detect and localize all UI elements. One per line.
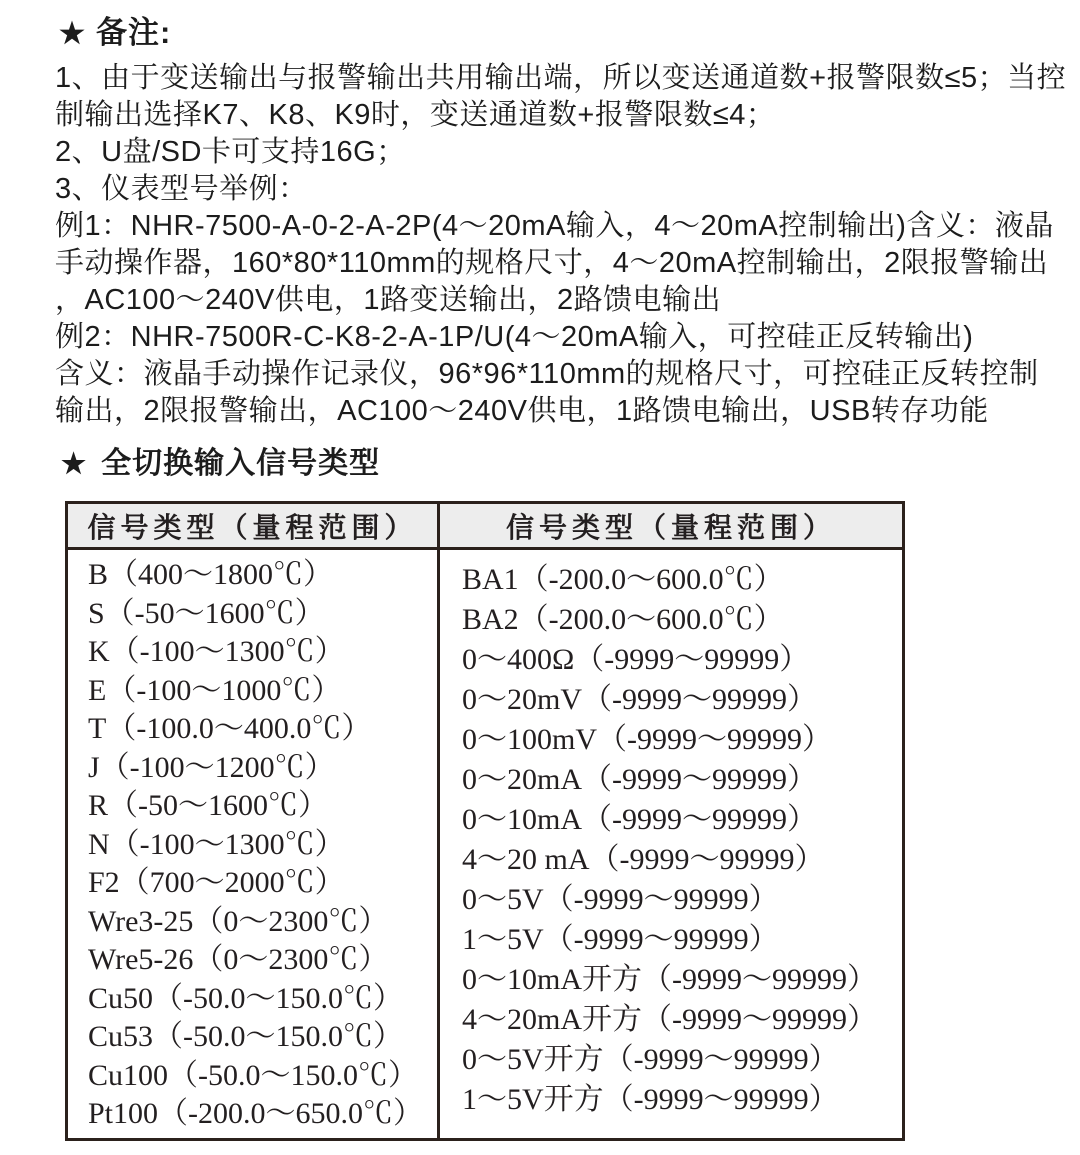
note-line: 1、由于变送输出与报警输出共用输出端，所以变送通道数+报警限数≤5；当控: [55, 62, 1067, 94]
signal-list-right: [439, 549, 904, 1140]
signal-range-item: Cu53（-50.0～150.0℃）: [88, 1020, 403, 1053]
signal-range-item: BA2（-200.0～600.0℃）: [462, 603, 784, 636]
signal-section-title: [61, 447, 1080, 481]
signal-range-item: 4～20mA开方（-9999～99999）: [462, 1003, 877, 1036]
signal-list-left: [67, 549, 439, 1140]
signal-range-item: Cu100（-50.0～150.0℃）: [88, 1058, 418, 1092]
signal-range-item: 4～20 mA（-9999～99999）: [462, 843, 825, 876]
signal-table: [65, 501, 905, 1141]
signal-range-item: T（-100.0～400.0℃）: [88, 712, 372, 745]
signal-range-item: 0～10mA开方（-9999～99999）: [462, 963, 877, 996]
note-line: 含义：液晶手动操作记录仪，96*96*110mm的规格尺寸，可控硅正反转控制: [55, 358, 1039, 390]
note-line: 3、仪表型号举例：: [55, 173, 308, 205]
signal-range-item: Cu50（-50.0～150.0℃）: [88, 981, 403, 1015]
signal-range-item: F2（700～2000℃）: [88, 866, 345, 899]
signal-range-item: J（-100～1200℃）: [88, 750, 335, 784]
signal-table-body-row: [67, 549, 904, 1140]
note-line: 制输出选择K7、K8、K9时，变送通道数+报警限数≤4；: [55, 99, 776, 131]
signal-range-item: Wre5-26（0～2300℃）: [88, 943, 389, 976]
star-icon: ★: [61, 448, 88, 479]
signal-range-item: Wre3-25（0～2300℃）: [88, 904, 389, 938]
notes-title-text: 备注:: [96, 15, 172, 50]
signal-range-item: E（-100～1000℃）: [88, 673, 342, 707]
notes-title: [59, 16, 1080, 51]
signal-table-header-row: [67, 503, 904, 549]
signal-range-item: BA1（-200.0～600.0℃）: [462, 563, 784, 596]
signal-range-item: 1～5V（-9999～99999）: [462, 923, 779, 956]
signal-table-header-left: 信号类型（量程范围）: [67, 503, 439, 549]
note-line: 2、U盘/SD卡可支持16G；: [55, 136, 406, 168]
signal-range-item: 0～100mV（-9999～99999）: [462, 723, 832, 756]
note-line: 例1：NHR-7500-A-0-2-A-2P(4～20mA输入，4～20mA控制输出)含义：液晶: [55, 210, 1054, 242]
signal-range-item: 0～20mV（-9999～99999）: [462, 683, 817, 716]
notes-body: [55, 60, 1080, 430]
signal-range-item: 1～5V开方（-9999～99999）: [462, 1083, 839, 1116]
signal-range-item: 0～5V（-9999～99999）: [462, 883, 779, 916]
signal-section-title-text: 全切换输入信号类型: [101, 447, 381, 480]
note-line: 手动操作器，160*80*110mm的规格尺寸，4～20mA控制输出，2限报警输出: [55, 247, 1049, 279]
note-line: ，AC100～240V供电，1路变送输出，2路馈电输出: [55, 284, 722, 316]
note-line: 例2：NHR-7500R-C-K8-2-A-1P/U(4～20mA输入，可控硅正反转输出): [55, 321, 974, 353]
signal-range-item: 0～20mA（-9999～99999）: [462, 763, 817, 796]
signal-table-header-right: 信号类型（量程范围）: [439, 503, 904, 549]
signal-range-item: 0～10mA（-9999～99999）: [462, 803, 817, 836]
star-icon: ★: [59, 18, 86, 50]
signal-range-item: 0～5V开方（-9999～99999）: [462, 1043, 839, 1076]
signal-range-item: B（400～1800℃）: [88, 558, 334, 591]
signal-range-item: N（-100～1300℃）: [88, 827, 345, 861]
signal-range-item: 0～400Ω（-9999～99999）: [462, 643, 810, 676]
signal-range-item: K（-100～1300℃）: [88, 635, 345, 668]
signal-range-item: R（-50～1600℃）: [88, 789, 328, 822]
note-line: 输出，2限报警输出，AC100～240V供电，1路馈电输出，USB转存功能: [55, 395, 989, 427]
signal-range-item: Pt100（-200.0～650.0℃）: [88, 1097, 424, 1130]
signal-range-item: S（-50～1600℃）: [88, 596, 325, 630]
